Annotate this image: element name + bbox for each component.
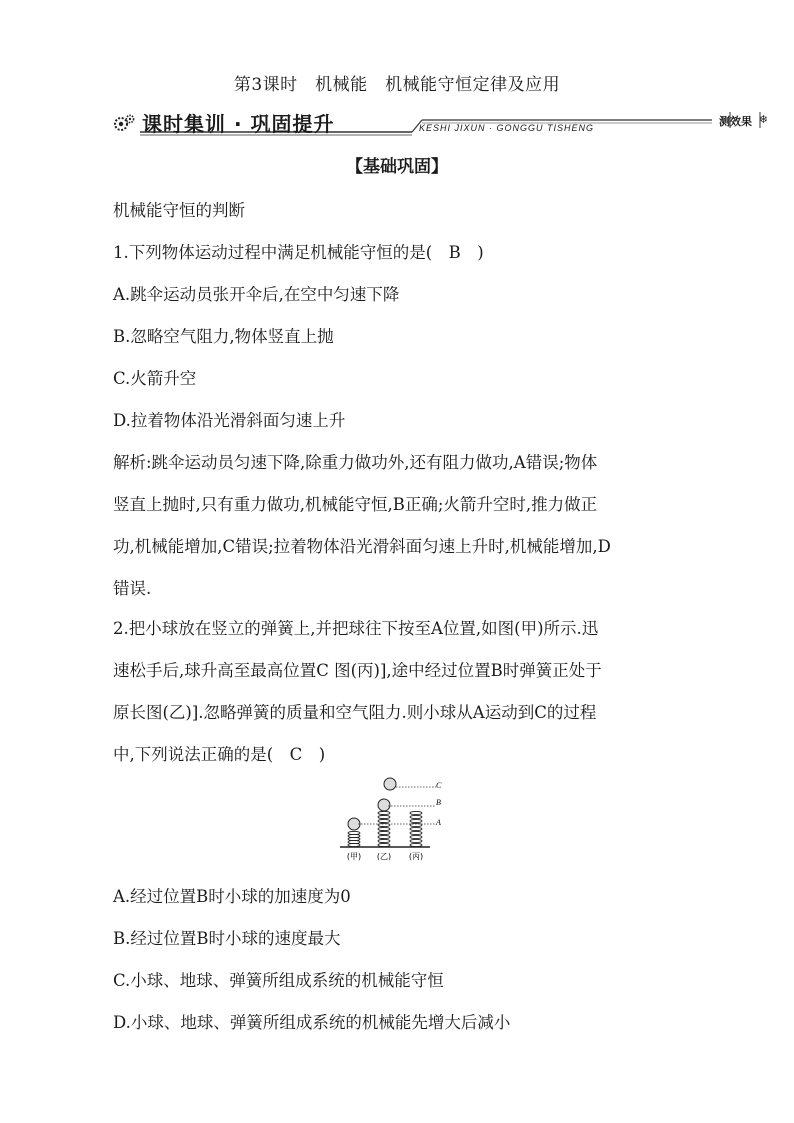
topic-heading: 机械能守恒的判断: [113, 201, 245, 220]
spring-jia: [348, 831, 360, 846]
question-2-option-c: C.小球、地球、弹簧所组成系统的机械能守恒: [113, 971, 444, 990]
question-2-stem-line: 原长图(乙)].忽略弹簧的质量和空气阻力.则小球从A运动到C的过程: [113, 703, 597, 722]
level-label-c: C: [436, 781, 442, 790]
question-1-option-c: C.火箭升空: [113, 369, 197, 388]
panel-label-bing: (丙): [408, 852, 424, 861]
ball-yi: [378, 799, 390, 811]
spring-yi: [378, 811, 390, 846]
question-2-option-a: A.经过位置B时小球的加速度为0: [113, 887, 351, 906]
level-label-a: A: [436, 818, 441, 827]
panel-label-yi: (乙): [376, 852, 392, 861]
question-2-option-b: B.经过位置B时小球的速度最大: [113, 929, 341, 948]
ball-bing: [384, 778, 396, 790]
question-1-option-d: D.拉着物体沿光滑斜面匀速上升: [113, 411, 346, 430]
banner-title: 课时集训 · 巩固提升: [142, 112, 335, 136]
question-2-stem-line: 速松手后,球升高至最高位置C 图(丙)],途中经过位置B时弹簧正处于: [113, 661, 602, 680]
snowflake-icon: ❄: [758, 113, 768, 126]
page-title: 第3课时 机械能 机械能守恒定律及应用: [233, 75, 561, 95]
analysis-line: 功,机械能增加,C错误;拉着物体沿光滑斜面匀速上升时,机械能增加,D: [113, 537, 611, 556]
banner-tag: 测效果: [719, 115, 752, 128]
spring-ball-figure: [338, 773, 440, 865]
question-1-stem: 1.下列物体运动过程中满足机械能守恒的是( B ): [113, 243, 484, 262]
analysis-line: 解析:跳伞运动员匀速下降,除重力做功外,还有阻力做功,A错误;物体: [113, 453, 598, 472]
section-heading: 【基础巩固】: [346, 157, 448, 177]
panel-label-jia: (甲): [346, 852, 362, 861]
question-2-stem-line: 2.把小球放在竖立的弹簧上,并把球往下按至A位置,如图(甲)所示.迅: [113, 619, 599, 638]
section-banner: [112, 106, 774, 140]
question-2-stem-line: 中,下列说法正确的是( C ): [113, 745, 326, 764]
level-label-b: B: [436, 798, 441, 807]
question-1-option-a: A.跳伞运动员张开伞后,在空中匀速下降: [113, 285, 400, 304]
question-1-option-b: B.忽略空气阻力,物体竖直上抛: [113, 327, 334, 346]
analysis-line: 错误.: [113, 579, 152, 598]
spring-bing: [410, 811, 422, 846]
question-2-option-d: D.小球、地球、弹簧所组成系统的机械能先增大后减小: [113, 1013, 511, 1032]
banner-pinyin: KESHI JIXUN · GONGGU TISHENG: [419, 123, 595, 133]
gear-icon: [112, 112, 136, 136]
analysis-line: 竖直上抛时,只有重力做功,机械能守恒,B正确;火箭升空时,推力做正: [113, 495, 598, 514]
